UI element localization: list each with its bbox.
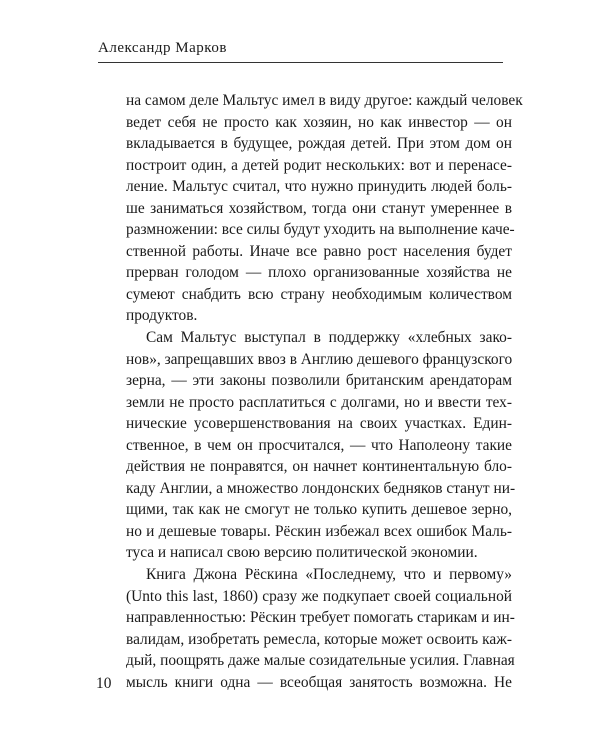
text-line: земли не просто расплатиться с долгами, но и ввести тех- <box>126 393 512 411</box>
text-line: (Unto this last, 1860) сразу же подкупает своей социальной <box>126 587 512 605</box>
text-line: щими, так как не смогут не только купить дешевое зерно, <box>126 501 512 519</box>
text-line: но и дешевые товары. Рёскин избежал всех ошибок Маль- <box>126 522 512 540</box>
text-line: направленностью: Рёскин требует помогать старикам и ин- <box>126 609 515 627</box>
text-line: ственной работы. Иначе все равно рост населения будет <box>126 242 512 260</box>
body-text <box>126 90 523 693</box>
text-line: нов», запрещавших ввоз в Англию дешевого французского <box>126 350 513 368</box>
text-line: продуктов. <box>126 307 198 325</box>
text-line: каду Англии, а множество лондонских бедняков станут ни- <box>126 479 516 497</box>
page-number: 10 <box>96 675 112 692</box>
text-line: размножении: все силы будут уходить на выполнение каче- <box>126 221 515 239</box>
text-line: Сам Мальтус выступал в поддержку «хлебных зако- <box>146 329 512 347</box>
running-head: Александр Марков <box>98 40 227 56</box>
header-rule <box>98 62 503 63</box>
text-line: туса и написал свою версию политической экономии. <box>126 544 478 562</box>
text-line: на самом деле Мальтус имел в виду другое: каждый человек <box>126 92 523 109</box>
text-line: действия не понравятся, он начнет континентальную бло- <box>126 458 512 476</box>
text-line: ше заниматься хозяйством, тогда они станут умереннее в <box>126 199 512 217</box>
text-line: мысль книги одна — всеобщая занятость возможна. Не <box>126 673 512 691</box>
text-line: дый, поощрять даже малые созидательные усилия. Главная <box>126 652 515 670</box>
text-line: Книга Джона Рёскина «Последнему, что и первому» <box>146 566 512 584</box>
text-line: валидам, изобретать ремесла, которые может освоить каж- <box>126 630 512 648</box>
text-line: зерна, — эти законы позволили британским арендаторам <box>126 372 512 390</box>
text-line: прерван голодом — плохо организованные хозяйства не <box>126 264 512 282</box>
text-line: ведет себя не просто как хозяин, но как инвестор — он <box>126 113 512 131</box>
text-line: вкладывается в будущее, рождая детей. При этом дом он <box>126 135 512 153</box>
text-line: ственное, в чем он просчитался, — что Наполеону такие <box>126 436 512 454</box>
text-line: ление. Мальтус считал, что нужно принудить людей боль- <box>126 178 512 196</box>
text-line: построит один, а детей родит нескольких: вот и перенасе- <box>126 156 512 174</box>
text-line: сумеют снабдить всю страну необходимым количеством <box>126 285 512 303</box>
text-line: нические усовершенствования на своих участках. Един- <box>126 415 512 433</box>
